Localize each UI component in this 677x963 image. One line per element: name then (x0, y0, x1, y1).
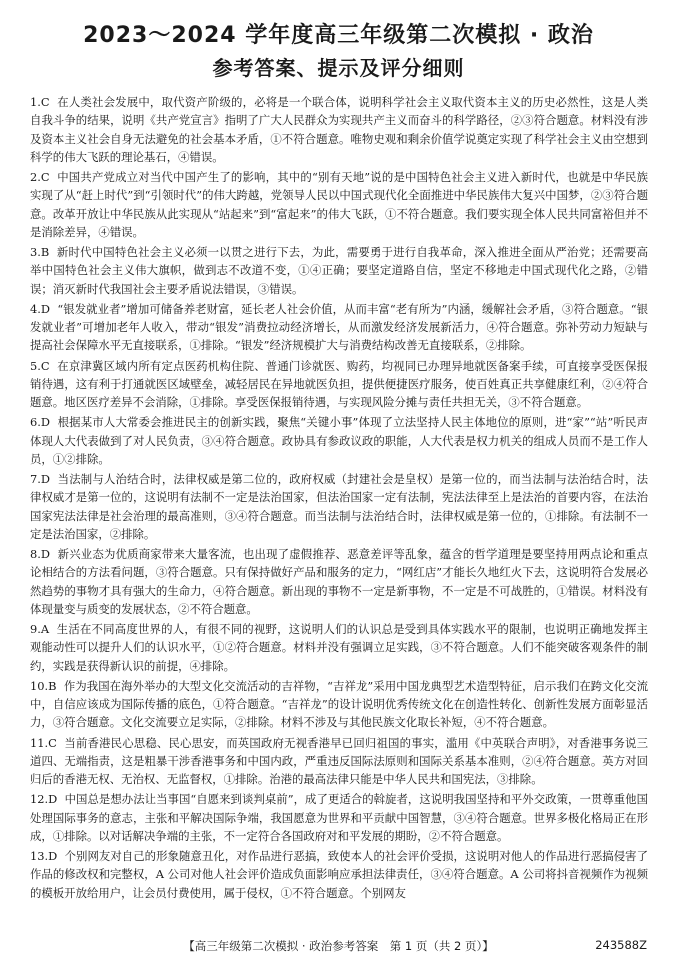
answer-key: C (40, 358, 50, 373)
answer-item-12 (30, 790, 648, 845)
answer-key: D (48, 792, 58, 807)
answer-number: 13. (30, 849, 49, 863)
answer-key: C (40, 170, 50, 184)
answer-number: 4. (30, 301, 41, 316)
answer-explanation: 生活在不同高度世界的人，有很不同的视野，这说明人们的认识总是受到具体实践水平的限制，也说明正确地发挥主观能动性可以提升人们的认识水平，①②符合题意。材料并没有强调立足实践，③不符合题意。人们不能突破客观条件的制约，实践是获得新认识的前提，④排除。 (30, 622, 648, 673)
answer-explanation: 在人类社会发展中，取代资产阶级的，必将是一个联合体，说明科学社会主义取代资本主义的历史必然性，这是人类自我斗争的结果，说明《共产党宣言》指明了广大人民群众为实现共产主义而奋斗的科学路径，②③符合题意。材料没有涉及资本主义社会自身无法避免的社会基本矛盾，①不符合题意。唯物史观和剩余价值学说奠定实现了科学社会主义由空想到科学的伟大飞跃的理论基石，④错误。 (30, 95, 648, 164)
answer-number: 2. (30, 170, 41, 184)
answer-number: 9. (30, 622, 41, 636)
answer-key: B (40, 245, 50, 259)
footer-code: 243588Z (595, 938, 647, 952)
answer-key: D (40, 472, 51, 486)
answer-explanation: 在京津冀区域内所有定点医药机构住院、普通门诊就医、购药，均视同已办理异地就医备案手续，可直接享受医保报销待遇，这有利于打通就医区域壁垒，减轻居民在异地就医负担，提供便捷医疗服务，使百姓真正共享健康红利，②④符合题意。地区医疗差异不会消除，①排除。享受医保报销待遇，与实现风险分摊与责任共担无关，③不符合题意。 (30, 358, 648, 409)
answer-key: C (48, 735, 57, 750)
answer-item-13 (30, 847, 648, 902)
answer-number: 1. (30, 95, 41, 109)
footer-page-info: 【高三年级第二次模拟 · 政治参考答案 第 1 页（共 2 页）】 (183, 939, 494, 953)
answer-list (30, 93, 648, 904)
answer-number: 12. (30, 792, 49, 807)
answer-item-10 (30, 677, 648, 732)
answer-explanation: “银发就业者”增加可储备养老财富，延长老人社会价值，从而丰富“老有所为”内涵，缓解社会矛盾，③符合题意。“银发就业者”可增加老年人收入，带动“银发”消费拉动经济增长，从而激发经济发展新活力，④符合题意。弥补劳动力短缺与提高社会保障水平无直接联系，①排除。“银发”经济规模扩大与消费结构改善无直接联系，②排除。 (30, 301, 648, 353)
answer-number: 6. (30, 415, 41, 430)
answer-item-5 (30, 357, 648, 412)
answer-item-11 (30, 734, 648, 789)
answer-explanation: 根据某市人大常委会推进民主的创新实践，聚焦“关键小事”体现了立法坚持人民主体地位的原则，进“家”“站”听民声体现人大代表做到了对人民负责，③④符合题意。政协具有参政议政的职能，人大代表是权力机关的组成人员而不是工作人员，①②排除。 (30, 415, 648, 466)
answer-key: A (40, 622, 50, 636)
answer-item-4 (30, 300, 648, 355)
answer-explanation: 作为我国在海外举办的大型文化交流活动的吉祥物，“吉祥龙”采用中国龙典型艺术造型特征，启示我们在跨文化交流中，自信应该成为国际传播的底色，①符合题意。“吉祥龙”的设计说明优秀传统文化在创造性转化、创新性发展方面彰显活力，③符合题意。文化交流要立足实际，②排除。材料不涉及与其他民族文化取长补短，④不符合题意。 (30, 678, 648, 730)
answer-explanation: 新兴业态为优质商家带来大量客流，也出现了虚假推荐、恶意差评等乱象，蕴含的哲学道理是要坚持用两点论和重点论相结合的方法看问题，③符合题意。只有保持做好产品和服务的定力，“网红店”才能长久地红火下去，这说明符合发展必然趋势的事物才具有强大的生命力，④符合题意。新出现的事物不一定是新事物，不一定是不可战胜的，①错误。材料没有体现量变与质变的发展状态，②不符合题意。 (30, 547, 648, 616)
answer-key: D (40, 415, 51, 430)
answer-explanation: 个别网友对自己的形象随意丑化，对作品进行恶搞，致使本人的社会评价受损，这说明对他人的作品进行恶搞侵害了作品的修改权和完整权，A 公司对他人社会评价造成负面影响应承担法律责任，③④符合题意。A 公司将抖音视频作为视频的模板开放给用户，让会员付费使用，属于侵权，①不符合题意。个别网友 (30, 849, 648, 900)
answer-number: 3. (30, 245, 41, 259)
answer-key: D (40, 301, 51, 316)
answer-key: D (48, 849, 58, 863)
page-title: 2023～2024 学年度高三年级第二次模拟 · 政治 (83, 23, 594, 48)
answer-explanation: 新时代中国特色社会主义必须一以贯之进行下去，为此，需要勇于进行自我革命，深入推进全面从严治党；还需要高举中国特色社会主义伟大旗帜，做到志不改道不变，①④正确；要坚定道路自信，坚定不移地走中国式现代化之路，②错误；消灭新时代我国社会主要矛盾说法错误，③错误。 (30, 245, 648, 296)
answer-item-3 (30, 243, 648, 298)
answer-number: 10. (30, 678, 49, 693)
answer-number: 11. (30, 735, 49, 750)
answer-key: C (40, 95, 50, 109)
answer-number: 7. (30, 472, 41, 486)
answer-number: 5. (30, 358, 41, 373)
answer-explanation: 中国共产党成立对当代中国产生了的影响，其中的“别有天地”说的是中国特色社会主义进入新时代，也就是中华民族实现了从“赶上时代”到“引领时代”的伟大跨越，党领导人民以中国式现代化全面推进中华民族伟大复兴中国梦，②③符合题意。改革开放让中华民族从此实现从“站起来”到“富起来”的伟大飞跃，①不符合题意。我们要实现全体人民共同富裕但并不是消除差异，④错误。 (30, 170, 648, 239)
answer-explanation: 当前香港民心思稳、民心思安，而英国政府无视香港早已回归祖国的事实，滥用《中英联合声明》，对香港事务说三道四、无端指责，这是粗暴干涉香港事务和中国内政，严重违反国际法原则和国际关系基本准则，②④符合题意。英方对回归后的香港无权、无治权、无监督权，①排除。治港的最高法律只能是中华人民共和国宪法，③排除。 (30, 735, 648, 786)
page-subtitle: 参考答案、提示及评分细则 (212, 56, 465, 80)
answer-number: 8. (30, 547, 41, 561)
answer-explanation: 当法制与人治结合时，法律权威是第二位的，政府权威（封建社会是皇权）是第一位的，而当法制与法治结合时，法律权威才是第一位的，这说明有法制不一定是法治国家，但法治国家一定有法制，宪法法律至上是法治的首要内容，在法治国家宪法法律是社会治理的最高准则，③④符合题意。而当法制与法治结合时，法律权威是第一位的，①排除。有法制不一定是法治国家，②排除。 (30, 472, 648, 541)
answer-item-8 (30, 545, 648, 618)
answer-item-2 (30, 168, 648, 241)
answer-explanation: 中国总是想办法让当事国“自愿来到谈判桌前”，成了更适合的斡旋者，这说明我国坚持和平外交政策，一贯尊重他国处理国际事务的意志，主张和平解决国际争端，我国愿意为世界和平贡献中国智慧，③④符合题意。世界多极化格局正在形成，①排除。以对话解决争端的主张，不一定符合各国政府对和平发展的期盼，②不符合题意。 (30, 792, 649, 843)
answer-key: D (40, 547, 51, 561)
answer-item-9 (30, 620, 648, 675)
answer-key: B (48, 678, 57, 693)
answer-item-6 (30, 413, 648, 468)
answer-item-7 (30, 470, 648, 543)
answer-item-1 (30, 93, 648, 166)
